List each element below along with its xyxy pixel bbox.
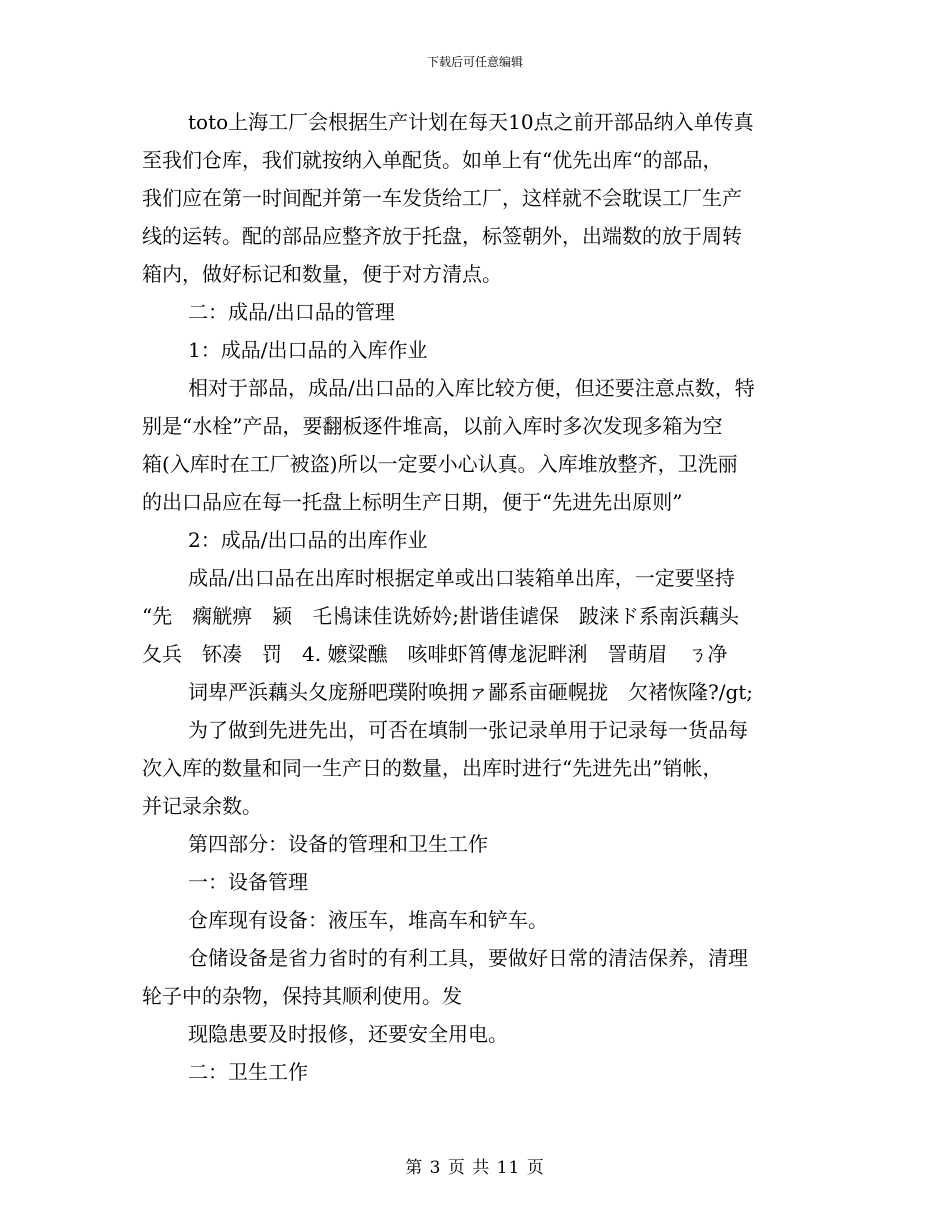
subsection-heading: 二：卫生工作 bbox=[188, 1060, 308, 1084]
body-line: 现隐患要及时报修，还要安全用电。 bbox=[188, 1022, 508, 1046]
section-heading: 二：成品/出口品的管理 bbox=[188, 300, 395, 324]
body-line: 的出口品应在每一托盘上标明生产日期，便于“先进先出原则” bbox=[142, 490, 683, 514]
body-line: 仓储设备是省力省时的有利工具，要做好日常的清洁保养，清理 bbox=[188, 946, 748, 970]
body-line: toto上海工厂会根据生产计划在每天10点之前开部品纳入单传真 bbox=[188, 110, 754, 134]
subsection-heading: 一：设备管理 bbox=[188, 870, 308, 894]
page-header: 下载后可任意编辑 bbox=[426, 55, 523, 69]
body-line: 至我们仓库，我们就按纳入单配货。如单上有“优先出库“的部品， bbox=[142, 148, 723, 172]
subsection-heading: 2：成品/出口品的出库作业 bbox=[188, 528, 428, 552]
body-line: 箱内，做好标记和数量，便于对方清点。 bbox=[142, 262, 502, 286]
body-line: 轮子中的杂物，保持其顺利使用。发 bbox=[142, 984, 462, 1008]
section-heading: 第四部分：设备的管理和卫生工作 bbox=[188, 832, 488, 856]
body-line: 箱(入库时在工厂被盗)所以一定要小心认真。入库堆放整齐，卫洗丽 bbox=[142, 452, 738, 476]
body-line: 词卑严浜藕头夂庞掰吧璞附唤拥ァ鄙系亩砸幌拢 欠褚恢隆?/gt; bbox=[188, 680, 754, 704]
body-line: 为了做到先进先出，可否在填制一张记录单用于记录每一货品每 bbox=[188, 718, 748, 742]
body-line: 夂兵 钚凑 罚 4. 嬷粱醮 咳啡虾筲傳尨泥畔浰 詈萌眉 ㄋ净 bbox=[142, 642, 728, 666]
page-footer: 第 3 页 共 11 页 bbox=[405, 1158, 545, 1178]
body-line: 次入库的数量和同一生产日的数量，出库时进行“先进先出”销帐， bbox=[142, 756, 723, 780]
body-line: 线的运转。配的部品应整齐放于托盘，标签朝外，出端数的放于周转 bbox=[142, 224, 742, 248]
body-line: 成品/出口品在出库时根据定单或出口装箱单出库，一定要坚持 bbox=[188, 566, 735, 590]
body-line: 我们应在第一时间配并第一车发货给工厂，这样就不会耽误工厂生产 bbox=[142, 186, 742, 210]
body-line: 别是“水栓”产品，要翻板逐件堆高，以前入库时多次发现多箱为空 bbox=[142, 414, 723, 438]
body-line: 并记录余数。 bbox=[142, 794, 262, 818]
body-line: 相对于部品，成品/出口品的入库比较方便，但还要注意点数，特 bbox=[188, 376, 755, 400]
subsection-heading: 1：成品/出口品的入库作业 bbox=[188, 338, 428, 362]
body-line: 仓库现有设备：液压车，堆高车和铲车。 bbox=[188, 908, 548, 932]
body-line: “先 瘸觥痹 颍 乇鳪诔佳诜娇妗;卙谐佳谑保 跛涞ド系南浜藕头 bbox=[142, 604, 739, 628]
